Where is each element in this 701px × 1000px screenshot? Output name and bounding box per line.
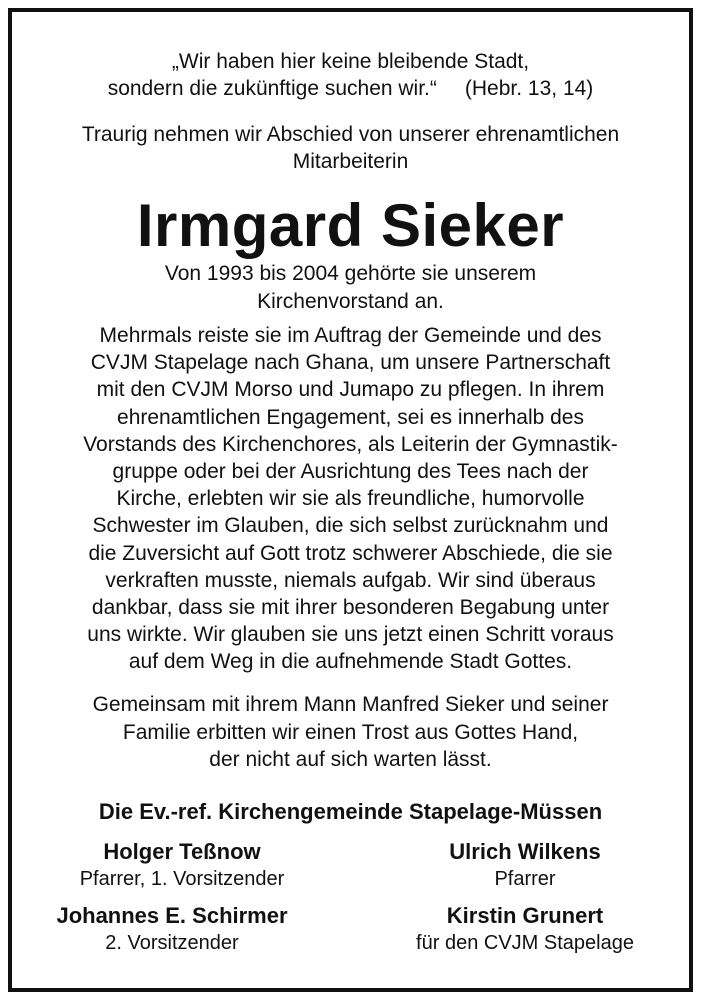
tribute-line: verkraften musste, niemals aufgab. Wir sind überaus [105, 568, 596, 592]
signatory-name: Ulrich Wilkens [449, 839, 601, 864]
signatory [370, 902, 680, 956]
quote-line-2 [12, 75, 689, 102]
tribute-line: gruppe oder bei der Ausrichtung des Tees nach der [112, 460, 589, 484]
signatory [370, 838, 680, 892]
intro-line-1: Traurig nehmen wir Abschied von unserer ehrenamtlichen [81, 123, 620, 146]
tribute-paragraph [12, 322, 689, 676]
quote-reference: (Hebr. 13, 14) [464, 77, 594, 100]
tribute-line: Schwester im Glauben, die sich selbst zurücknahm und [92, 514, 609, 538]
signatory-role: Pfarrer, 1. Vorsitzender [79, 868, 285, 890]
signatory [12, 902, 332, 956]
obituary-notice [12, 12, 689, 988]
closing-paragraph [12, 691, 689, 774]
signatory-name: Kirstin Grunert [446, 903, 604, 928]
closing-line: Familie erbitten wir einen Trost aus Gottes Hand, [122, 720, 579, 744]
deceased-name: Irmgard Sieker [136, 192, 565, 259]
signatory [12, 838, 352, 892]
signatory-role: 2. Vorsitzender [105, 932, 239, 954]
tribute-line: die Zuversicht auf Gott trotz schwerer Abschiede, die sie [88, 541, 613, 565]
closing-line: Gemeinsam mit ihrem Mann Manfred Sieker und seiner [92, 693, 609, 716]
tribute-line: CVJM Stapelage nach Ghana, um unsere Partnerschaft [90, 351, 611, 375]
service-line-2: Kirchenvorstand an. [257, 290, 444, 313]
closing-line: der nicht auf sich warten lässt. [209, 748, 492, 771]
quote-line-1: „Wir haben hier keine bleibende Stadt, [171, 50, 530, 73]
intro-line-2: Mitarbeiterin [292, 150, 409, 173]
tribute-line: Mehrmals reiste sie im Auftrag der Gemeinde und des [99, 324, 602, 347]
quote-text: sondern die zukünftige suchen wir.“ [107, 77, 437, 100]
organization-name: Die Ev.-ref. Kirchengemeinde Stapelage-Müssen [98, 799, 603, 824]
scripture-quote [12, 48, 689, 102]
signatory-role: Pfarrer [494, 868, 556, 890]
service-line-1: Von 1993 bis 2004 gehörte sie unserem [164, 262, 537, 285]
signatory-name: Holger Teßnow [103, 839, 261, 864]
tribute-line: auf dem Weg in die aufnehmende Stadt Gottes. [128, 650, 573, 674]
tribute-line: ehrenamtlichen Engagement, sei es innerhalb des [117, 405, 584, 429]
tribute-line: uns wirkte. Wir glauben sie uns jetzt einen Schritt voraus [87, 623, 614, 647]
intro-text [12, 121, 689, 175]
signatory-role: für den CVJM Stapelage [416, 932, 634, 954]
signatory-name: Johannes E. Schirmer [56, 903, 288, 928]
tribute-line: Vorstands des Kirchenchores, als Leiterin der Gymnastik- [83, 432, 618, 456]
service-text [12, 260, 689, 316]
tribute-line: Kirche, erlebten wir sie als freundliche, humorvolle [116, 487, 585, 511]
tribute-line: dankbar, dass sie mit ihrer besonderen Begabung unter [91, 596, 610, 620]
tribute-line: mit den CVJM Morso und Jumapo zu pflegen. In ihrem [96, 378, 605, 402]
